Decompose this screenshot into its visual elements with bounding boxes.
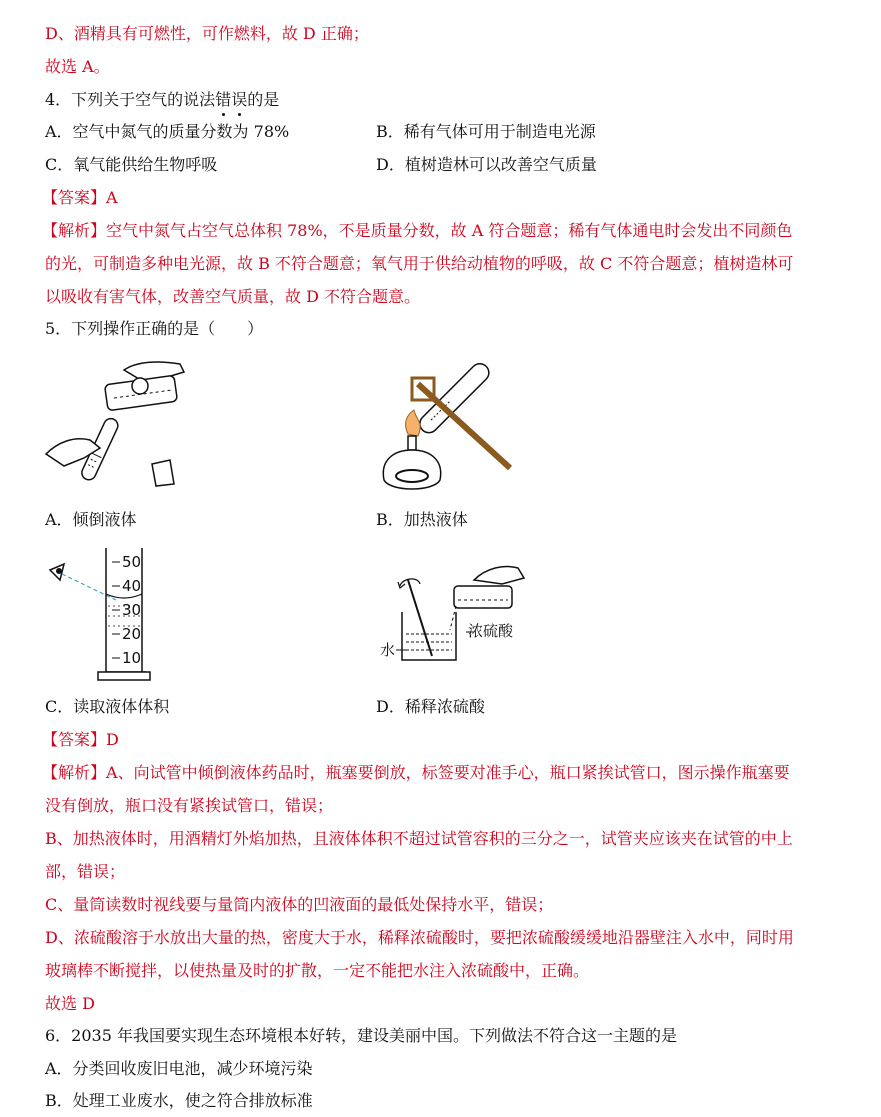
tick-label-10: 10 bbox=[122, 649, 142, 667]
q4-answer-value: A bbox=[106, 188, 118, 207]
q5-stem: 5．下列操作正确的是（ ） bbox=[45, 319, 264, 338]
hand-icon bbox=[474, 567, 524, 585]
label-concentrated-sulfuric-acid: 浓硫酸 bbox=[468, 622, 514, 640]
label-water: 水 bbox=[380, 641, 396, 659]
q4-analysis-tag: 【解析】 bbox=[42, 221, 107, 240]
sight-line bbox=[62, 574, 116, 600]
q5-choose-line: 故选 D bbox=[45, 994, 95, 1013]
q6-option-a: A．分类回收废旧电池，减少环境污染 bbox=[45, 1059, 313, 1078]
figure-a-pouring-liquid bbox=[44, 356, 194, 496]
q5-analysis-text-1: A、向试管中倾倒液体药品时，瓶塞要倒放，标签要对准手心，瓶口紧挨试管口，图示操作瓶塞要 bbox=[106, 763, 790, 782]
q4-answer bbox=[42, 187, 118, 209]
q4-option-c: C．氧气能供给生物呼吸 bbox=[45, 155, 218, 174]
acid-bottle-icon bbox=[454, 586, 512, 608]
q5-analysis-line-5: C、量筒读数时视线要与量筒内液体的凹液面的最低处保持水平，错误； bbox=[45, 895, 554, 914]
q5-answer-value: D bbox=[106, 730, 119, 749]
q4-stem-prefix: 4．下列关于空气的说法 bbox=[45, 90, 216, 109]
q5-caption-d: D．稀释浓硫酸 bbox=[376, 697, 485, 716]
test-tube-icon bbox=[416, 360, 492, 436]
q4-answer-tag: 【答案】 bbox=[42, 188, 107, 207]
q4-option-a: A．空气中氮气的质量分数为 78% bbox=[45, 122, 290, 141]
q3-choose-line: 故选 A。 bbox=[45, 57, 110, 76]
q5-analysis-line-6: D、浓硫酸溶于水放出大量的热，密度大于水，稀释浓硫酸时，要把浓硫酸缓缓地沿器壁注入水中，同时用 bbox=[45, 928, 794, 947]
figure-d-diluting-acid bbox=[378, 560, 538, 670]
q4-analysis-line-1 bbox=[42, 220, 792, 242]
q5-analysis-line-7: 玻璃棒不断搅拌，以使热量及时的扩散，一定不能把水注入浓硫酸中，正确。 bbox=[45, 961, 590, 980]
tick-label-40: 40 bbox=[122, 577, 142, 595]
q5-answer-tag: 【答案】 bbox=[42, 730, 107, 749]
q4-option-b: B．稀有气体可用于制造电光源 bbox=[376, 122, 596, 141]
q5-caption-c: C．读取液体体积 bbox=[45, 697, 170, 716]
flame-icon bbox=[406, 410, 421, 436]
tick-label-20: 20 bbox=[122, 625, 142, 643]
tick-label-50: 50 bbox=[122, 553, 142, 571]
q4-analysis-line-3: 以吸收有害气体，改善空气质量，故 D 不符合题意。 bbox=[45, 287, 421, 306]
q5-analysis-tag: 【解析】 bbox=[42, 763, 107, 782]
q5-analysis-line-3: B、加热液体时，用酒精灯外焰加热，且液体体积不超过试管容积的三分之一，试管夹应该夹在试管的中上 bbox=[45, 829, 793, 848]
glass-rod-icon bbox=[408, 580, 432, 656]
q5-analysis-line-2: 没有倒放，瓶口没有紧挨试管口，错误； bbox=[45, 796, 334, 815]
q3-option-d-explanation: D、酒精具有可燃性，可作燃料，故 D 正确； bbox=[45, 24, 369, 43]
q4-analysis-line-2: 的光，可制造多种电光源，故 B 不符合题意；氧气用于供给动植物的呼吸，故 C 不符合题意；植树造林可 bbox=[45, 254, 794, 273]
q4-stem-emphasis-2: 误 bbox=[231, 90, 248, 109]
q6-stem: 6．2035 年我国要实现生态环境根本好转，建设美丽中国。下列做法不符合这一主题的是 bbox=[45, 1026, 677, 1045]
q5-caption-b: B．加热液体 bbox=[376, 510, 468, 529]
tick-label-30: 30 bbox=[122, 601, 142, 619]
q5-answer bbox=[42, 729, 119, 751]
q4-stem-suffix: 的是 bbox=[247, 90, 280, 109]
q5-analysis-line-1 bbox=[42, 762, 790, 784]
q4-stem-emphasis-1: 错 bbox=[215, 90, 232, 109]
q4-stem bbox=[45, 89, 279, 111]
figure-c-reading-cylinder bbox=[46, 544, 156, 684]
q5-analysis-line-4: 部，错误； bbox=[45, 862, 126, 881]
q5-caption-a: A．倾倒液体 bbox=[45, 510, 137, 529]
stopper-icon bbox=[152, 460, 174, 486]
beaker-icon bbox=[402, 612, 456, 660]
q6-option-b: B．处理工业废水，使之符合排放标准 bbox=[45, 1091, 313, 1110]
q4-analysis-text-1: 空气中氮气占空气总体积 78%，不是质量分数，故 A 符合题意；稀有气体通电时会发出不同颜色 bbox=[106, 221, 793, 240]
figure-b-heating-liquid bbox=[378, 356, 518, 496]
q4-option-d: D．植树造林可以改善空气质量 bbox=[376, 155, 597, 174]
